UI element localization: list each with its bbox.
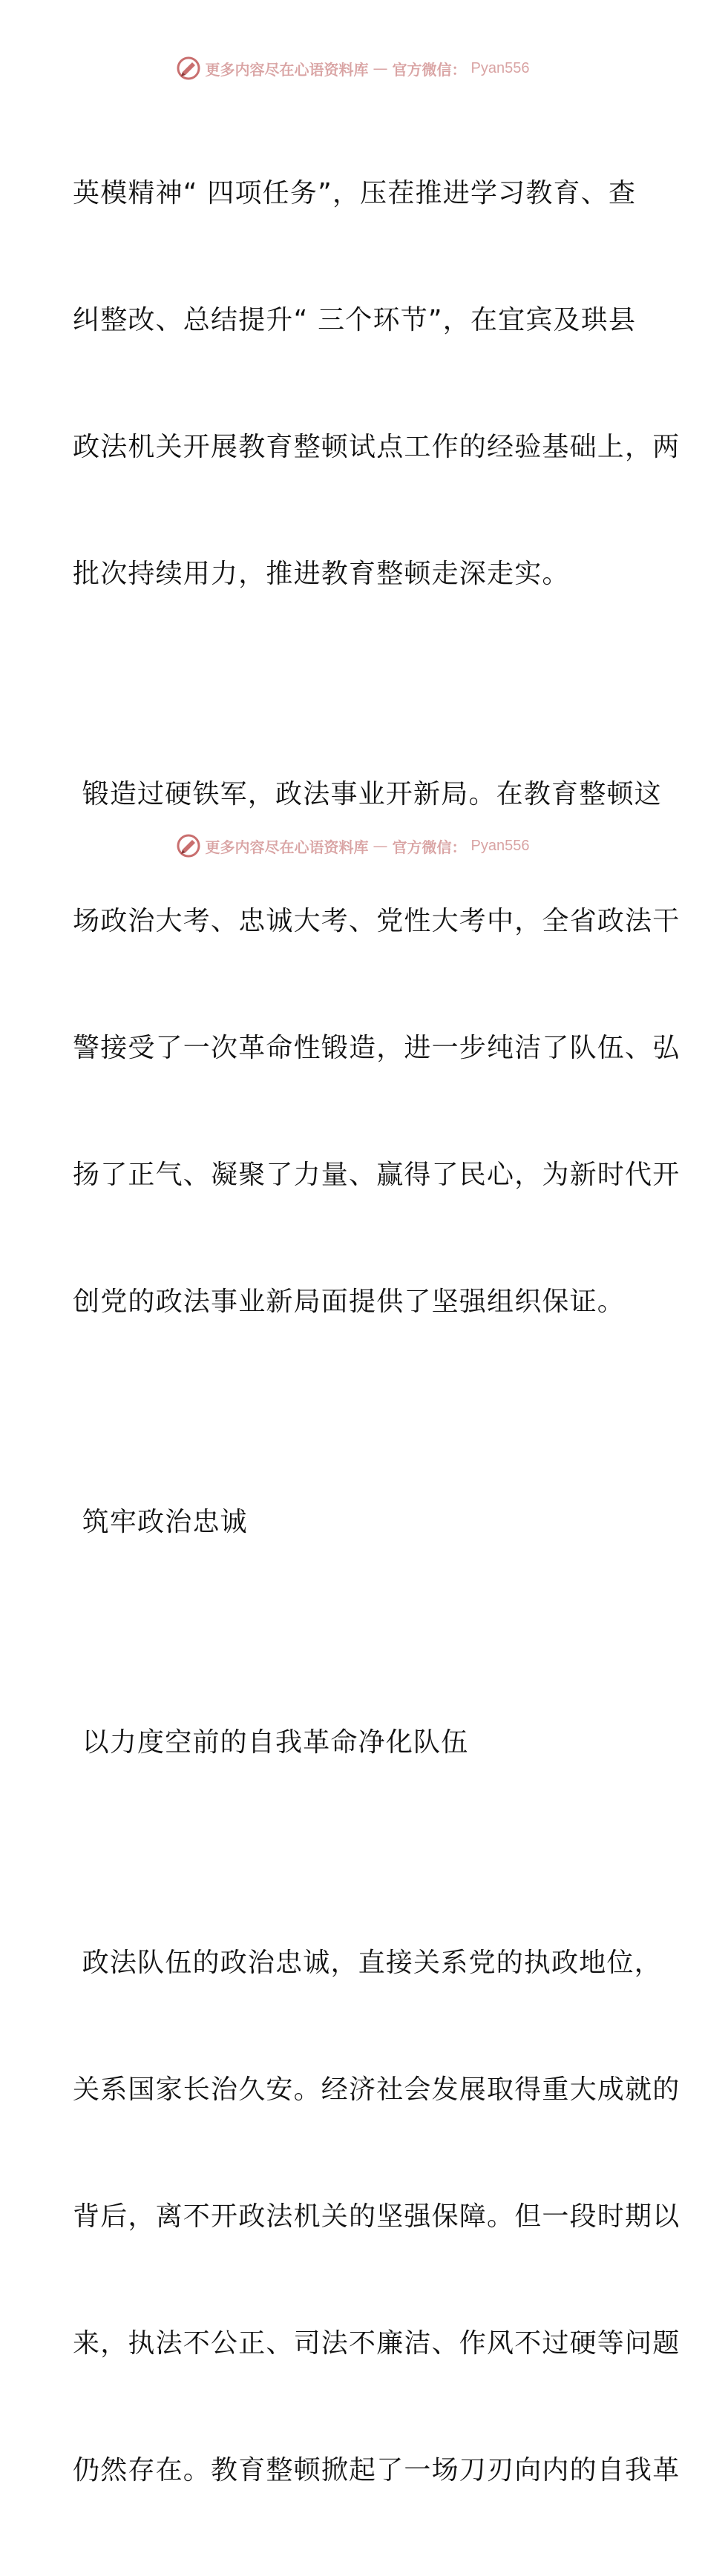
watermark-brand: 更多内容尽在心语资料库 bbox=[205, 60, 369, 79]
text-line: 来，执法不公正、司法不廉洁、作风不过硬等问题 bbox=[73, 2328, 681, 2359]
heading-line: 以力度空前的自我革命净化队伍 bbox=[73, 1727, 469, 1758]
text-line: 创党的政法事业新局面提供了坚强组织保证。 bbox=[73, 1287, 626, 1317]
text-line: 政法机关开展教育整顿试点工作的经验基础上，两 bbox=[73, 432, 681, 462]
header-watermark bbox=[0, 53, 705, 83]
text-line: 关系国家长治久安。经济社会发展取得重大成就的 bbox=[73, 2074, 681, 2105]
text-line: 背后，离不开政法机关的坚强保障。但一段时期以 bbox=[73, 2201, 681, 2232]
paragraph bbox=[73, 88, 681, 680]
section-heading bbox=[73, 1416, 637, 1628]
footer-watermark bbox=[0, 831, 705, 861]
text-line: 纠整改、总结提升“ 三个环节”，在宜宾及珙县 bbox=[73, 305, 637, 335]
watermark-official: 官方微信： bbox=[392, 60, 467, 79]
text-line: 场政治大考、忠诚大考、党性大考中，全省政法干 bbox=[73, 906, 681, 936]
heading-line: 筑牢政治忠诚 bbox=[73, 1507, 248, 1537]
text-line: 锻造过硬铁军，政法事业开新局。在教育整顿这 bbox=[73, 779, 662, 809]
paragraph bbox=[73, 1857, 681, 2576]
section-subheading bbox=[73, 1637, 637, 1848]
paragraph bbox=[73, 689, 681, 1407]
watermark-separator: — bbox=[373, 59, 388, 77]
text-line: 政法队伍的政治忠诚，直接关系党的执政地位， bbox=[73, 1948, 662, 1978]
watermark-account: Pyan556 bbox=[470, 837, 530, 854]
text-line: 警接受了一次革命性锻造，进一步纯洁了队伍、弘 bbox=[73, 1033, 681, 1063]
text-line: 英模精神“ 四项任务”，压茬推进学习教育、查 bbox=[73, 178, 637, 208]
text-line: 仍然存在。教育整顿掀起了一场刀刃向内的自我革 bbox=[73, 2455, 681, 2485]
text-line: 批次持续用力，推进教育整顿走深走实。 bbox=[73, 559, 570, 589]
watermark-separator: — bbox=[373, 837, 388, 855]
watermark-account: Pyan556 bbox=[470, 59, 530, 76]
text-line: 扬了正气、凝聚了力量、赢得了民心，为新时代开 bbox=[73, 1160, 681, 1190]
watermark-brand: 更多内容尽在心语资料库 bbox=[205, 838, 369, 856]
pen-logo-icon bbox=[176, 833, 201, 858]
watermark-official: 官方微信： bbox=[392, 838, 467, 856]
pen-logo-icon bbox=[176, 56, 201, 81]
document-body bbox=[73, 88, 681, 2576]
